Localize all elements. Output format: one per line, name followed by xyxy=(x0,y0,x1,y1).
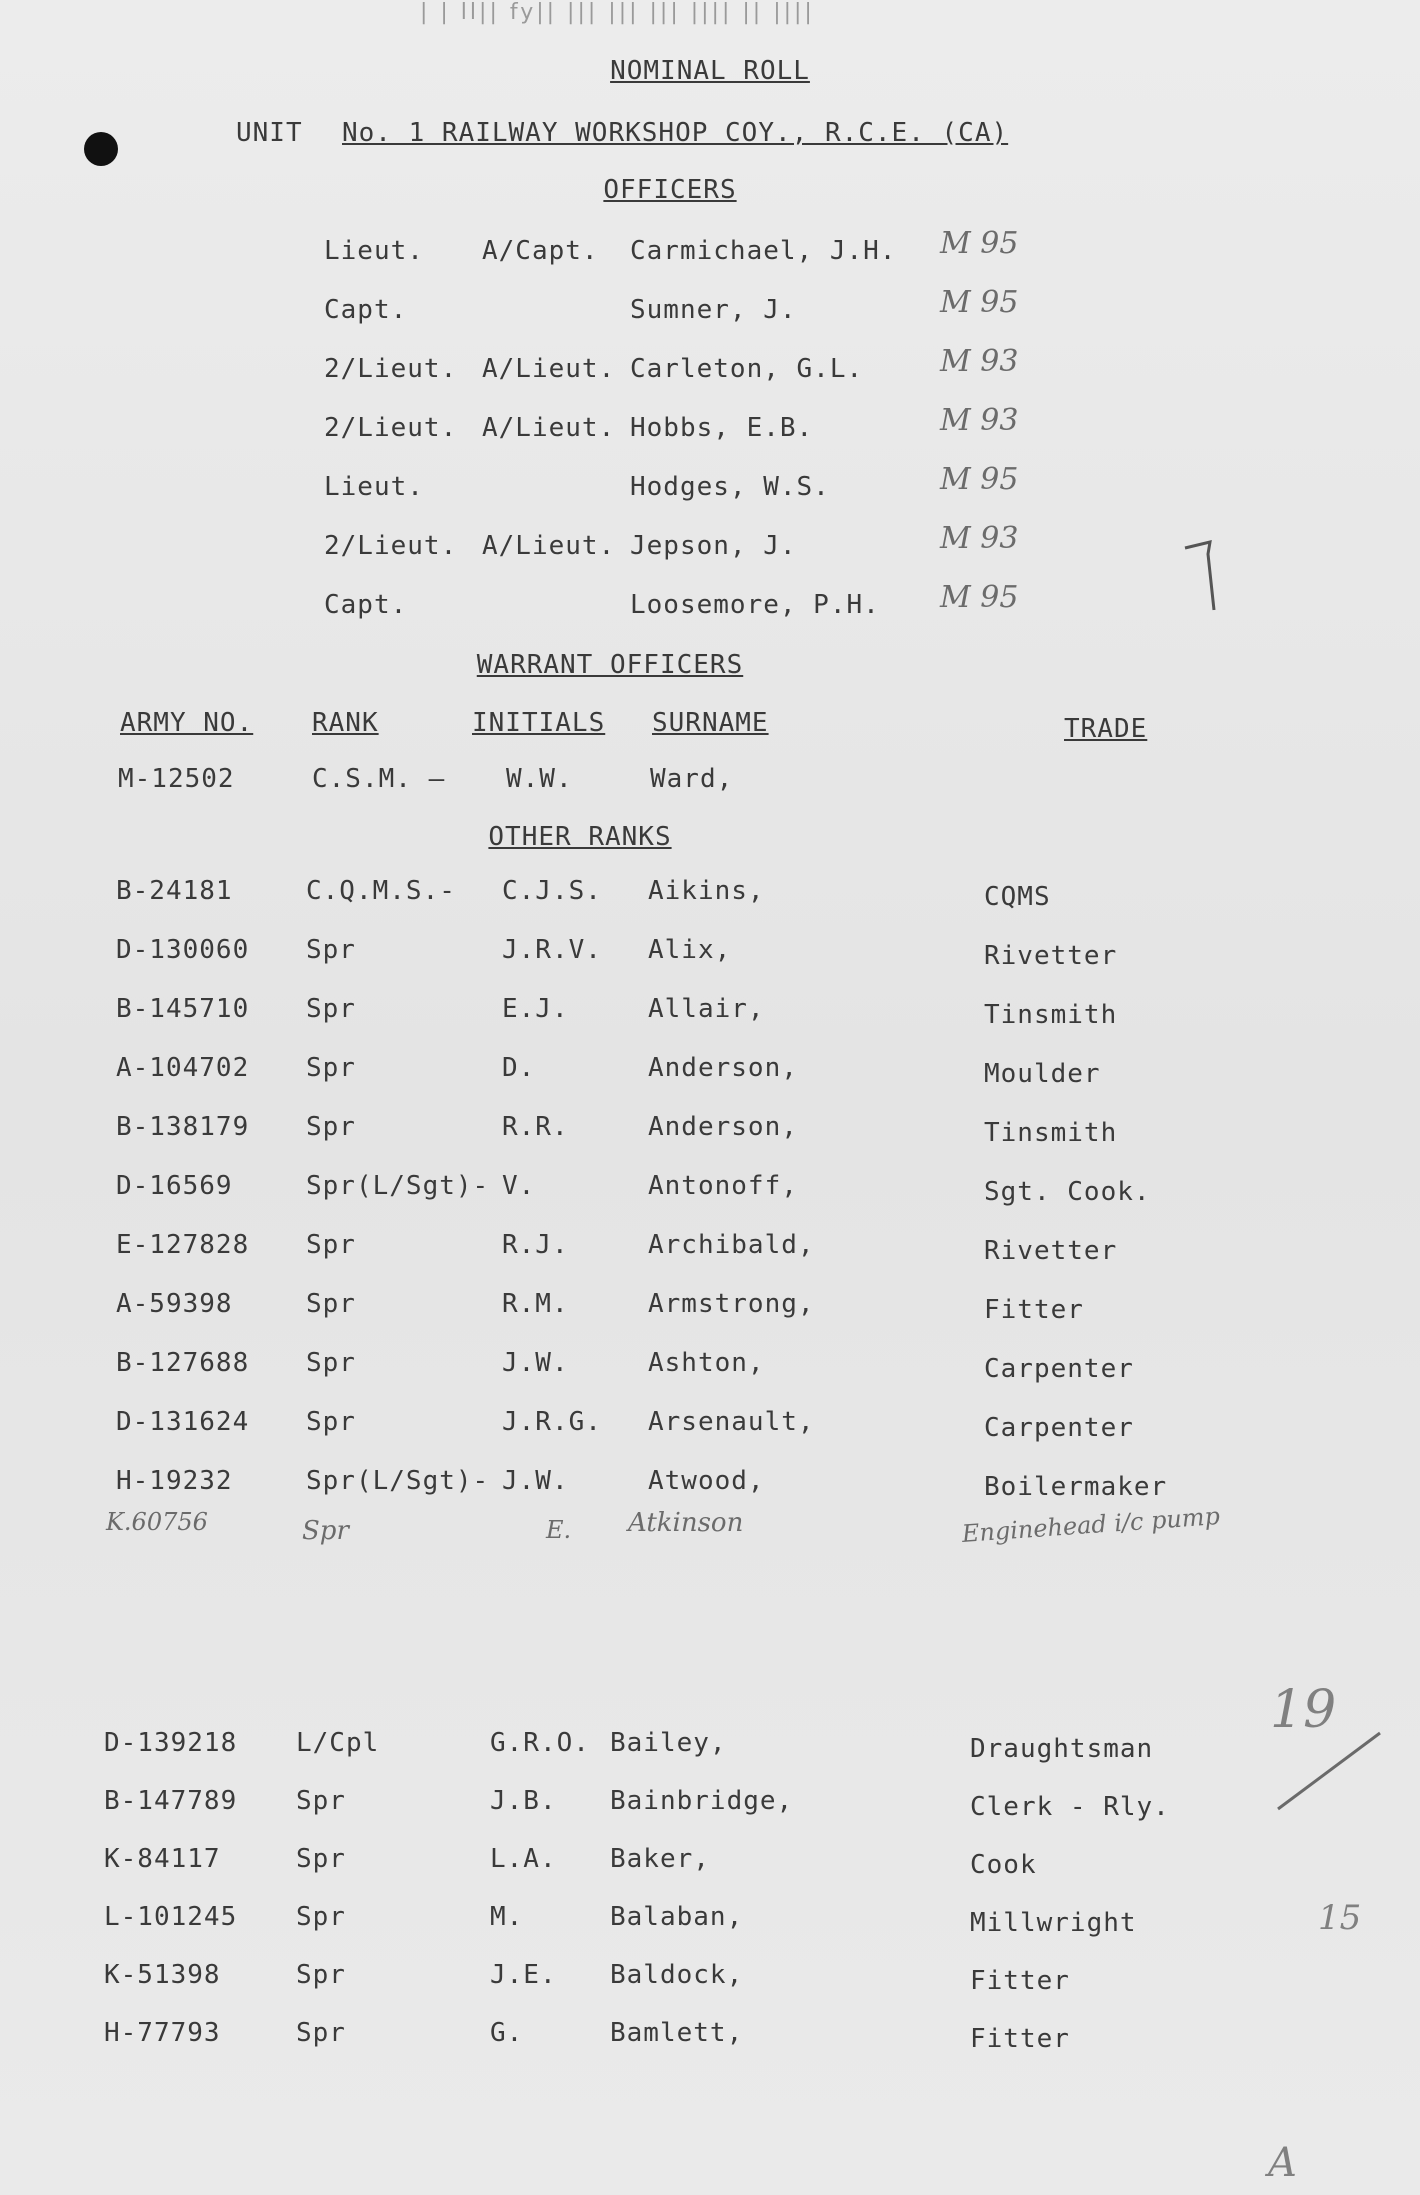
officer-name: Carmichael, J.H. xyxy=(630,236,897,266)
table-row-surname: Alix, xyxy=(648,935,732,965)
officer-name: Carleton, G.L. xyxy=(630,354,864,384)
table-row-trade: Carpenter xyxy=(984,1413,1134,1443)
handwritten-rank: Spr xyxy=(302,1516,349,1546)
table-row-initials: J.B. xyxy=(490,1786,557,1816)
officer-rank: Lieut. xyxy=(324,236,424,266)
table-row-rank: Spr xyxy=(296,2018,346,2048)
table-row-initials: J.W. xyxy=(502,1466,569,1496)
other-ranks-heading: OTHER RANKS xyxy=(488,822,672,852)
officer-acting-rank: A/Lieut. xyxy=(482,413,616,443)
table-row-army-no: B-138179 xyxy=(116,1112,250,1142)
table-row-trade: Rivetter xyxy=(984,1236,1118,1266)
column-army-no: ARMY NO. xyxy=(120,708,254,738)
warrant-rank: C.S.M. — xyxy=(312,764,446,794)
column-trade: TRADE xyxy=(1064,714,1148,744)
table-row-surname: Bainbridge, xyxy=(610,1786,794,1816)
table-row-initials: R.R. xyxy=(502,1112,569,1142)
handwritten-army-no: K.60756 xyxy=(106,1508,208,1536)
table-row-trade: Moulder xyxy=(984,1059,1101,1089)
officer-rank: Capt. xyxy=(324,295,408,325)
table-row-trade: Tinsmith xyxy=(984,1000,1118,1030)
punch-hole xyxy=(84,132,118,166)
table-row-rank: C.Q.M.S.- xyxy=(306,876,456,906)
officer-name: Sumner, J. xyxy=(630,295,797,325)
table-row-initials: G.R.O. xyxy=(490,1728,590,1758)
warrant-surname: Ward, xyxy=(650,764,734,794)
handwritten-surname: Atkinson xyxy=(628,1508,744,1538)
officer-note: M 95 xyxy=(940,580,1019,615)
table-row-surname: Anderson, xyxy=(648,1053,798,1083)
column-initials: INITIALS xyxy=(472,708,606,738)
officer-name: Jepson, J. xyxy=(630,531,797,561)
officer-rank: Lieut. xyxy=(324,472,424,502)
table-row-army-no: B-145710 xyxy=(116,994,250,1024)
table-row-army-no: A-104702 xyxy=(116,1053,250,1083)
officer-name: Hodges, W.S. xyxy=(630,472,830,502)
table-row-trade: Rivetter xyxy=(984,941,1118,971)
bottom-mark: A xyxy=(1268,2140,1297,2186)
column-surname: SURNAME xyxy=(652,708,769,738)
warrant-officers-heading: WARRANT OFFICERS xyxy=(476,650,744,680)
table-row-rank: Spr xyxy=(296,1844,346,1874)
slash-mark xyxy=(1270,1725,1390,1815)
officer-acting-rank: A/Lieut. xyxy=(482,531,616,561)
officer-note: M 93 xyxy=(940,521,1019,556)
table-row-trade: Fitter xyxy=(970,1966,1070,1996)
table-row-army-no: L-101245 xyxy=(104,1902,238,1932)
table-row-rank: Spr(L/Sgt)- xyxy=(306,1171,490,1201)
bracket-mark xyxy=(1180,540,1240,620)
table-row-trade: Millwright xyxy=(970,1908,1137,1938)
margin-mark-15: 15 xyxy=(1318,1898,1362,1938)
header-scribble: | | ll|| fy|| ||| ||| ||| |||| || |||| xyxy=(420,0,815,25)
table-row-army-no: D-16569 xyxy=(116,1171,233,1201)
officer-rank: 2/Lieut. xyxy=(324,354,458,384)
page-mark-19: 19 xyxy=(1270,1680,1337,1740)
table-row-rank: Spr xyxy=(306,1348,356,1378)
table-row-initials: J.E. xyxy=(490,1960,557,1990)
warrant-initials: W.W. xyxy=(506,764,573,794)
table-row-initials: J.R.V. xyxy=(502,935,602,965)
table-row-surname: Baker, xyxy=(610,1844,710,1874)
officer-note: M 95 xyxy=(940,285,1019,320)
table-row-trade: Fitter xyxy=(970,2024,1070,2054)
table-row-initials: J.W. xyxy=(502,1348,569,1378)
table-row-trade: Clerk - Rly. xyxy=(970,1792,1170,1822)
table-row-surname: Ashton, xyxy=(648,1348,765,1378)
table-row-rank: Spr xyxy=(306,1112,356,1142)
unit-name: No. 1 RAILWAY WORKSHOP COY., R.C.E. (CA) xyxy=(342,118,1009,148)
table-row-trade: Fitter xyxy=(984,1295,1084,1325)
table-row-army-no: K-51398 xyxy=(104,1960,221,1990)
table-row-trade: CQMS xyxy=(984,882,1051,912)
table-row-army-no: E-127828 xyxy=(116,1230,250,1260)
table-row-surname: Bamlett, xyxy=(610,2018,744,2048)
officer-note: M 93 xyxy=(940,403,1019,438)
table-row-rank: L/Cpl xyxy=(296,1728,380,1758)
table-row-surname: Armstrong, xyxy=(648,1289,815,1319)
table-row-trade: Sgt. Cook. xyxy=(984,1177,1151,1207)
table-row-surname: Antonoff, xyxy=(648,1171,798,1201)
handwritten-initials: E. xyxy=(546,1516,572,1544)
table-row-surname: Anderson, xyxy=(648,1112,798,1142)
table-row-surname: Archibald, xyxy=(648,1230,815,1260)
officer-note: M 95 xyxy=(940,226,1019,261)
table-row-initials: R.J. xyxy=(502,1230,569,1260)
table-row-initials: G. xyxy=(490,2018,524,2048)
table-row-initials: R.M. xyxy=(502,1289,569,1319)
table-row-army-no: B-147789 xyxy=(104,1786,238,1816)
officer-rank: Capt. xyxy=(324,590,408,620)
table-row-rank: Spr xyxy=(296,1902,346,1932)
table-row-initials: C.J.S. xyxy=(502,876,602,906)
table-row-rank: Spr(L/Sgt)- xyxy=(306,1466,490,1496)
table-row-army-no: K-84117 xyxy=(104,1844,221,1874)
table-row-surname: Baldock, xyxy=(610,1960,744,1990)
table-row-initials: E.J. xyxy=(502,994,569,1024)
table-row-army-no: A-59398 xyxy=(116,1289,233,1319)
table-row-army-no: D-130060 xyxy=(116,935,250,965)
officers-heading: OFFICERS xyxy=(603,175,737,205)
table-row-surname: Aikins, xyxy=(648,876,765,906)
table-row-trade: Carpenter xyxy=(984,1354,1134,1384)
table-row-rank: Spr xyxy=(306,994,356,1024)
table-row-initials: V. xyxy=(502,1171,536,1201)
table-row-rank: Spr xyxy=(296,1786,346,1816)
column-rank: RANK xyxy=(312,708,379,738)
table-row-army-no: D-131624 xyxy=(116,1407,250,1437)
table-row-army-no: B-24181 xyxy=(116,876,233,906)
table-row-initials: L.A. xyxy=(490,1844,557,1874)
table-row-army-no: H-19232 xyxy=(116,1466,233,1496)
table-row-initials: M. xyxy=(490,1902,524,1932)
table-row-trade: Tinsmith xyxy=(984,1118,1118,1148)
table-row-rank: Spr xyxy=(306,1230,356,1260)
handwritten-trade: Enginehead i/c pump xyxy=(961,1502,1221,1548)
officer-name: Hobbs, E.B. xyxy=(630,413,814,443)
table-row-initials: D. xyxy=(502,1053,536,1083)
table-row-surname: Arsenault, xyxy=(648,1407,815,1437)
page-title: NOMINAL ROLL xyxy=(610,56,810,86)
officer-rank: 2/Lieut. xyxy=(324,531,458,561)
table-row-trade: Cook xyxy=(970,1850,1037,1880)
officer-acting-rank: A/Capt. xyxy=(482,236,599,266)
table-row-rank: Spr xyxy=(306,1407,356,1437)
officer-note: M 93 xyxy=(940,344,1019,379)
unit-label: UNIT xyxy=(236,118,303,148)
table-row-trade: Boilermaker xyxy=(984,1472,1168,1502)
table-row-initials: J.R.G. xyxy=(502,1407,602,1437)
officer-acting-rank: A/Lieut. xyxy=(482,354,616,384)
officer-name: Loosemore, P.H. xyxy=(630,590,880,620)
officer-rank: 2/Lieut. xyxy=(324,413,458,443)
table-row-rank: Spr xyxy=(306,1289,356,1319)
table-row-army-no: H-77793 xyxy=(104,2018,221,2048)
table-row-rank: Spr xyxy=(296,1960,346,1990)
table-row-rank: Spr xyxy=(306,935,356,965)
warrant-army-no: M-12502 xyxy=(118,764,235,794)
table-row-rank: Spr xyxy=(306,1053,356,1083)
table-row-army-no: D-139218 xyxy=(104,1728,238,1758)
table-row-surname: Bailey, xyxy=(610,1728,727,1758)
table-row-surname: Atwood, xyxy=(648,1466,765,1496)
table-row-army-no: B-127688 xyxy=(116,1348,250,1378)
officer-note: M 95 xyxy=(940,462,1019,497)
table-row-surname: Balaban, xyxy=(610,1902,744,1932)
table-row-trade: Draughtsman xyxy=(970,1734,1154,1764)
table-row-surname: Allair, xyxy=(648,994,765,1024)
